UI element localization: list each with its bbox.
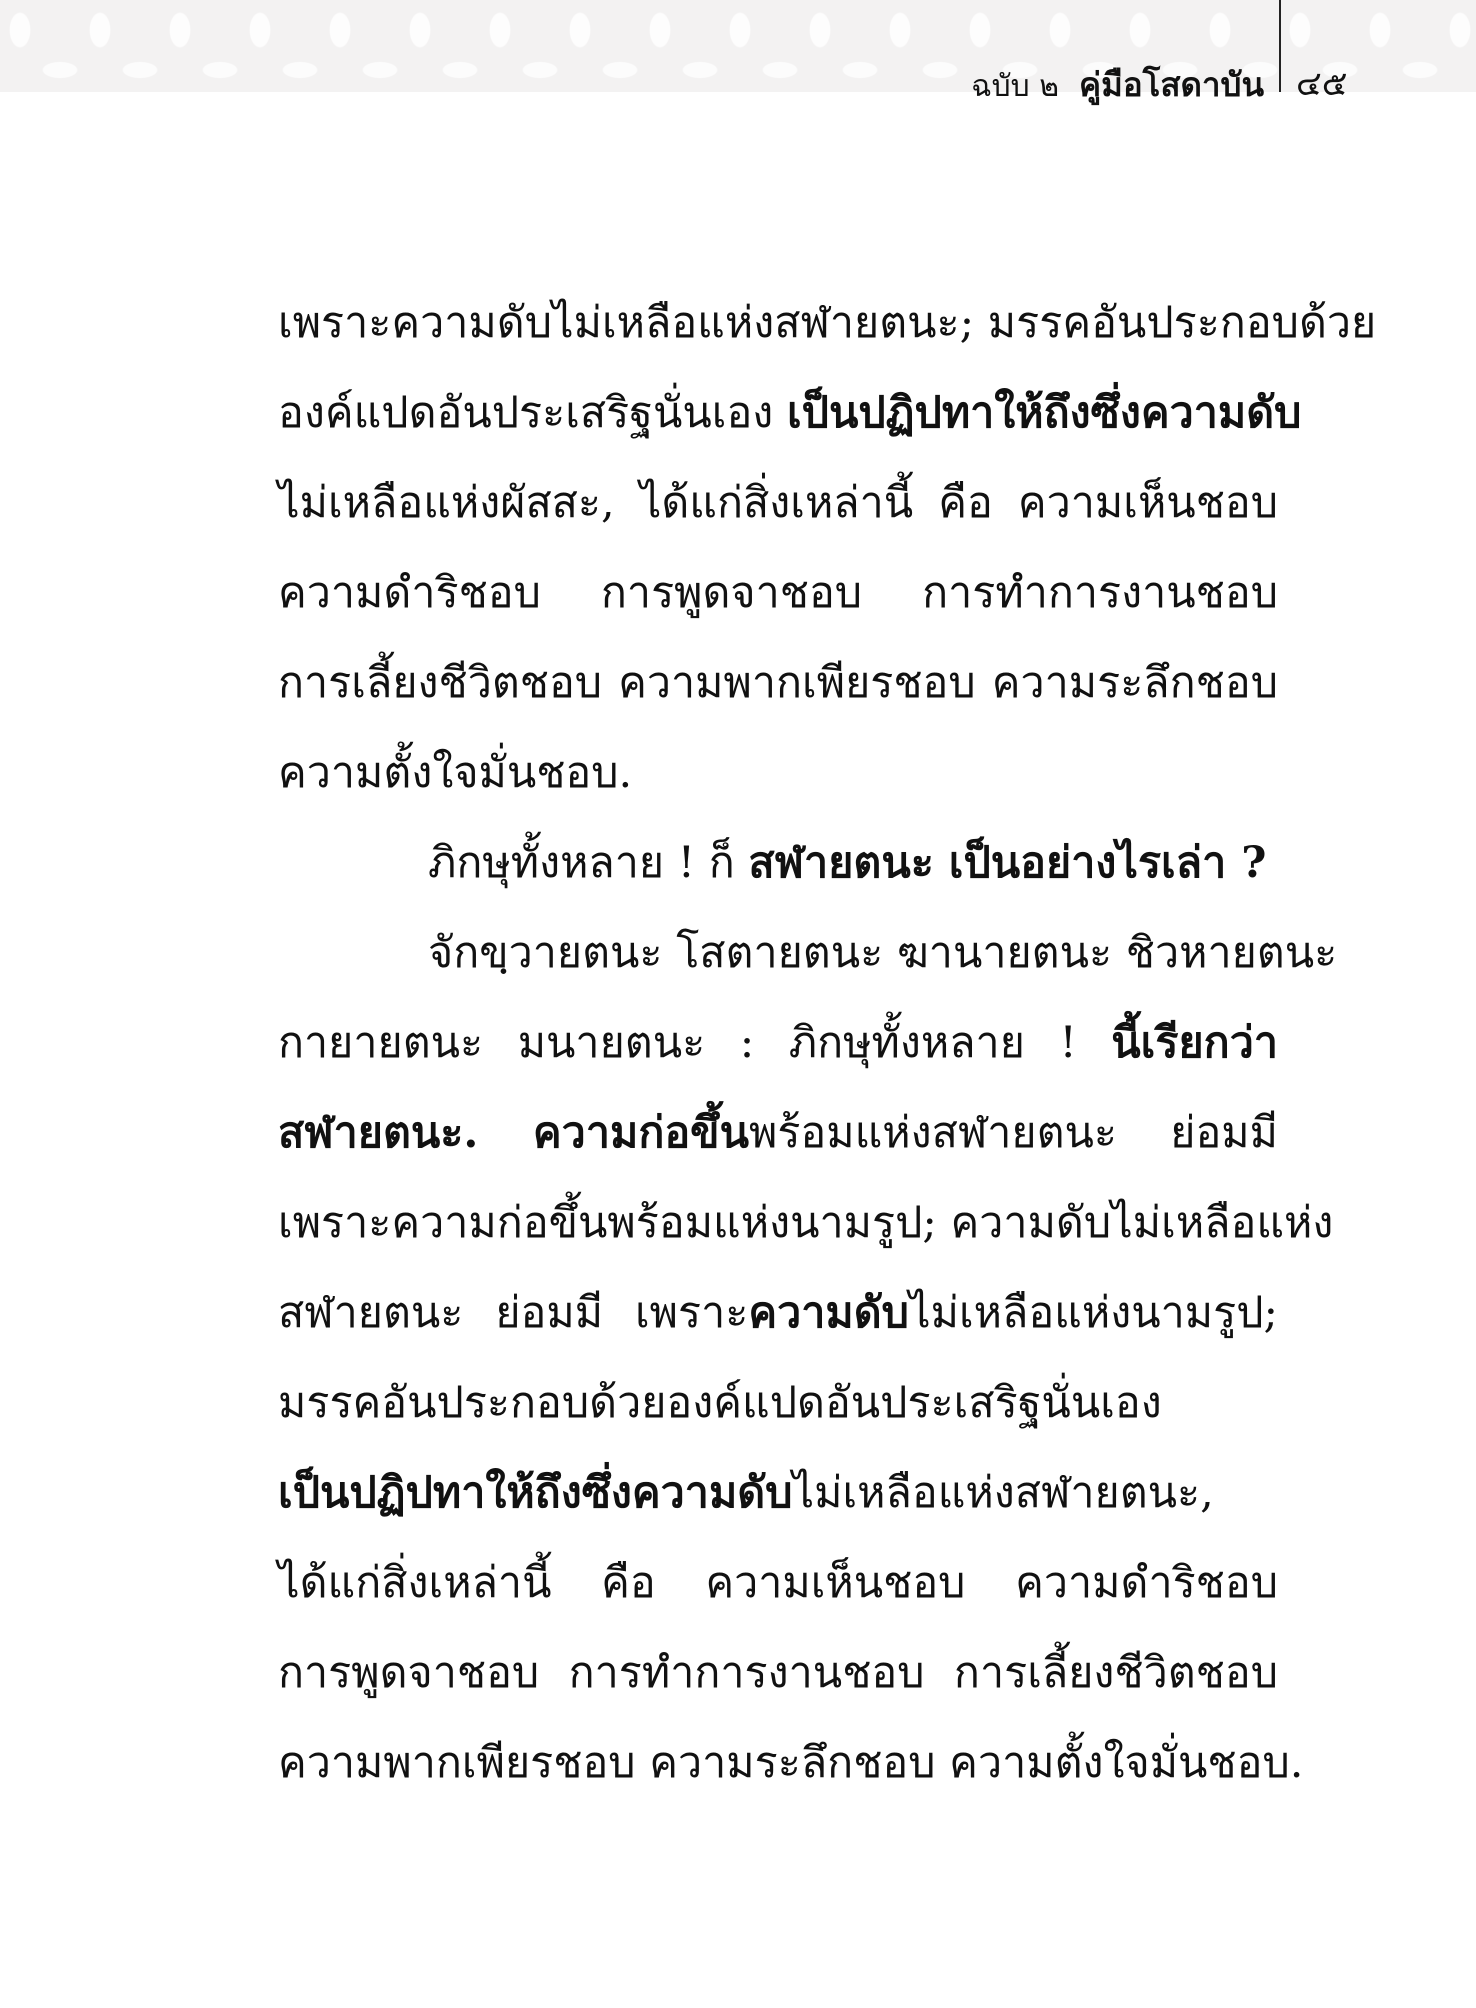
text-run: สฬายตนะ ย่อมมี เพราะ xyxy=(278,1288,749,1338)
text-line xyxy=(278,1178,1334,1268)
text-run: ไม่เหลือแห่งนามรูป; xyxy=(908,1288,1278,1338)
bold-text-run: เป็นปฏิปทาให้ถึงซึ่งความดับ xyxy=(278,1468,793,1518)
text-line xyxy=(278,998,1278,1088)
text-line xyxy=(278,728,1278,818)
bold-text-run: นี้เรียกว่า xyxy=(1111,1018,1278,1068)
paragraph-3 xyxy=(278,908,1338,1808)
paragraph-2 xyxy=(278,818,1278,908)
text-line xyxy=(278,908,1338,998)
text-line xyxy=(278,1538,1278,1628)
text-line xyxy=(278,1088,1278,1178)
edition-label: ฉบับ ๒ xyxy=(971,69,1060,104)
text-run: การเลี้ยงชีวิตชอบ ความพากเพียรชอบ ความระลึกชอบ xyxy=(278,658,1278,708)
text-line xyxy=(278,1448,1278,1538)
running-header xyxy=(971,58,1264,111)
text-run: ไม่เหลือแห่งสฬายตนะ, xyxy=(792,1468,1214,1518)
text-run: เพราะความดับไม่เหลือแห่งสฬายตนะ; มรรคอันประกอบด้วย xyxy=(278,298,1377,348)
text-line xyxy=(278,1718,1304,1808)
text-run: ความพากเพียรชอบ ความระลึกชอบ ความตั้งใจมั่นชอบ. xyxy=(278,1738,1304,1788)
text-run: ไม่เหลือแห่งผัสสะ, ได้แก่สิ่งเหล่านี้ คือ ความเห็นชอบ xyxy=(278,478,1278,528)
text-run: ความดำริชอบ การพูดจาชอบ การทำการงานชอบ xyxy=(278,568,1278,618)
text-line xyxy=(278,638,1278,728)
text-run: จักขฺวายตนะ โสตายตนะ ฆานายตนะ ชิวหายตนะ xyxy=(428,928,1338,978)
text-run: ภิกษุทั้งหลาย ! ก็ xyxy=(428,838,749,888)
text-run: พร้อมแห่งสฬายตนะ ย่อมมี xyxy=(748,1108,1278,1158)
text-line xyxy=(278,1268,1278,1358)
text-line xyxy=(278,548,1278,638)
bold-text-run: สฬายตนะ เป็นอย่างไรเล่า ? xyxy=(748,838,1267,888)
text-line xyxy=(278,458,1278,548)
text-line xyxy=(278,818,1278,908)
bold-text-run: เป็นปฏิปทาให้ถึงซึ่งความดับ xyxy=(786,388,1302,438)
text-run: องค์แปดอันประเสริฐนั่นเอง xyxy=(278,388,787,438)
text-run: เพราะความก่อขึ้นพร้อมแห่งนามรูป; ความดับไม่เหลือแห่ง xyxy=(278,1198,1334,1248)
text-run: ความตั้งใจมั่นชอบ. xyxy=(278,748,633,798)
page-number: ๔๕ xyxy=(1296,64,1348,104)
text-run: มรรคอันประกอบด้วยองค์แปดอันประเสริฐนั่นเอง xyxy=(278,1378,1162,1428)
text-line xyxy=(278,1358,1278,1448)
page-body xyxy=(278,278,1377,1808)
text-line xyxy=(278,278,1377,368)
book-title: คู่มือโสดาบัน xyxy=(1079,65,1264,104)
text-line xyxy=(278,1628,1278,1718)
header-divider xyxy=(1279,0,1281,92)
paragraph-1 xyxy=(278,278,1377,818)
text-line xyxy=(278,368,1302,458)
bold-text-run: สฬายตนะ. ความก่อขึ้น xyxy=(278,1108,749,1158)
text-run: การพูดจาชอบ การทำการงานชอบ การเลี้ยงชีวิตชอบ xyxy=(278,1648,1278,1698)
text-run: กายายตนะ มนายตนะ : ภิกษุทั้งหลาย ! xyxy=(278,1018,1112,1068)
text-run: ได้แก่สิ่งเหล่านี้ คือ ความเห็นชอบ ความดำริชอบ xyxy=(278,1558,1278,1608)
bold-text-run: ความดับ xyxy=(748,1288,909,1338)
